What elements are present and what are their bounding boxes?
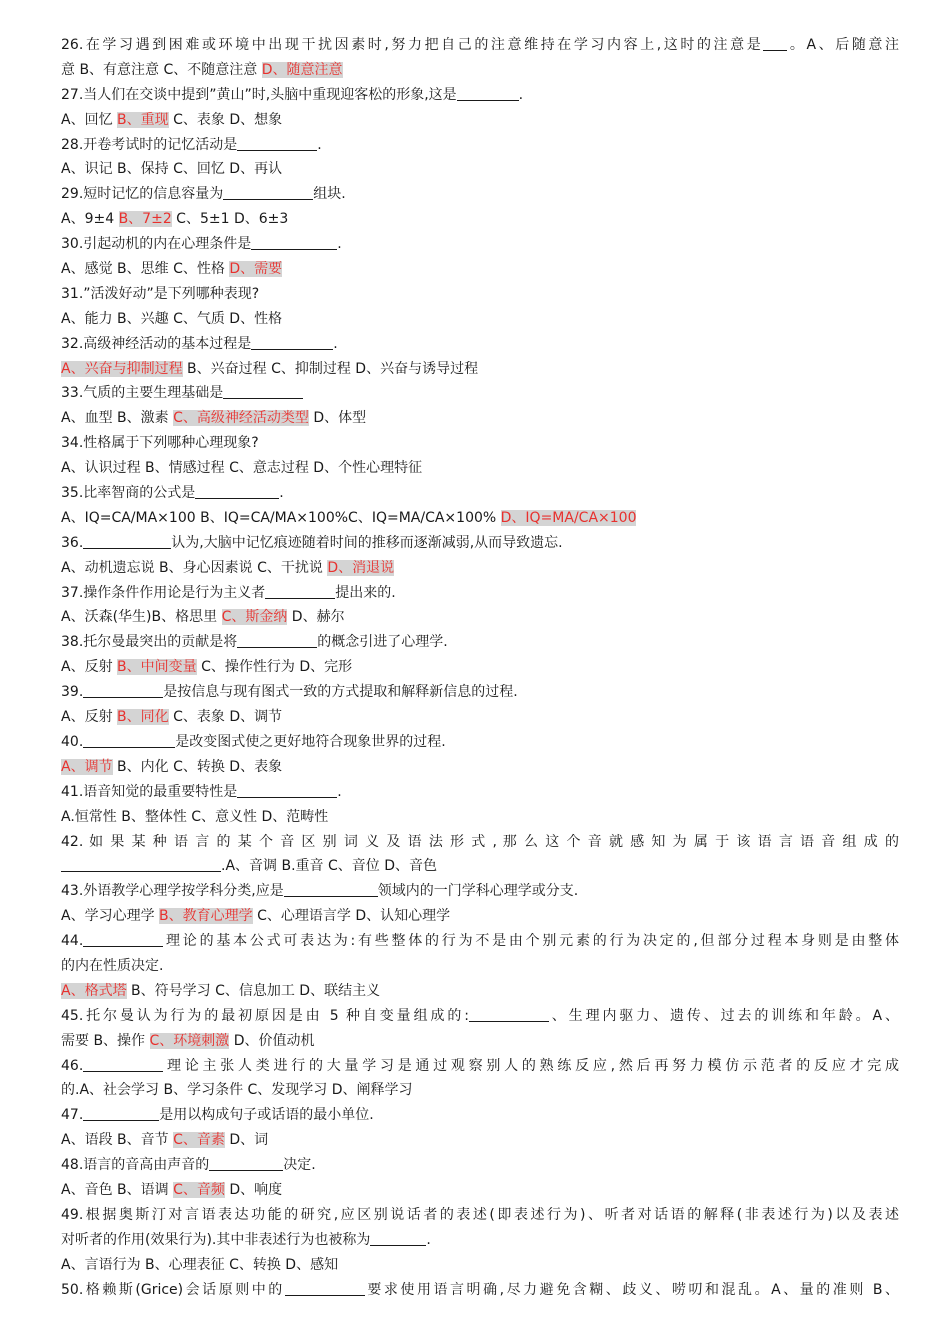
- fill-in-blank: [237, 631, 317, 648]
- line-text: A、感觉 B、思维 C、性格: [61, 261, 230, 278]
- text-line: [61, 655, 899, 680]
- text-line: [61, 406, 899, 431]
- line-text: 提出来的.: [335, 584, 396, 601]
- highlighted-answer: A、兴奋与抑制过程: [61, 360, 183, 377]
- text-line: [61, 705, 899, 730]
- text-line: [61, 282, 899, 307]
- text-line: [61, 630, 899, 655]
- line-text: A、言语行为 B、心理表征 C、转换 D、感知: [61, 1256, 339, 1273]
- line-text: 42. 如 果 某 种 语 言 的 某 个 音 区 别 词 义 及 语 法 形 式 , 那 么 这 个 音 就 感 知 为 属 于 该 语 言 语 音 组 成 的: [61, 833, 899, 850]
- line-text: 40.: [61, 733, 84, 750]
- highlighted-answer: C、音素: [173, 1132, 225, 1149]
- text-line: [61, 755, 899, 780]
- text-line: [61, 780, 899, 805]
- line-text: 组块.: [313, 186, 346, 203]
- text-line: [61, 133, 899, 158]
- text-line: [61, 1103, 899, 1128]
- line-text: 认为,大脑中记忆痕迹随着时间的推移而逐渐减弱,从而导致遗忘.: [171, 534, 563, 551]
- text-line: [61, 157, 899, 182]
- text-line: [61, 83, 899, 108]
- fill-in-blank: [265, 582, 335, 599]
- text-line: [61, 1029, 899, 1054]
- highlighted-answer: A、调节: [61, 758, 113, 775]
- highlighted-answer: B、7±2: [118, 211, 172, 228]
- line-text: .: [426, 1231, 431, 1248]
- line-text: D、体型: [308, 410, 367, 427]
- line-text: 50.格赖斯(Grice)会话原则中的: [61, 1281, 285, 1298]
- fill-in-blank: [457, 84, 519, 101]
- fill-in-blank: [251, 333, 333, 350]
- text-line: [61, 1228, 899, 1253]
- line-text: 理论主张人类进行的大量学习是通过观察别人的熟练反应,然后再努力模仿示范者的反应才完成: [163, 1057, 899, 1074]
- text-line: [61, 307, 899, 332]
- text-line: [61, 1278, 899, 1303]
- line-text: 33.气质的主要生理基础是: [61, 385, 224, 402]
- fill-in-blank: [284, 880, 378, 897]
- line-text: 30.引起动机的内在心理条件是: [61, 236, 252, 253]
- line-text: 46.: [61, 1057, 84, 1074]
- line-text: 是用以构成句子或话语的最小单位.: [159, 1107, 374, 1124]
- highlighted-answer: C、环境刺激: [149, 1032, 230, 1049]
- line-text: 领域内的一门学科心理学或分支.: [377, 883, 579, 900]
- text-line: [61, 1054, 899, 1079]
- line-text: B、内化 C、转换 D、表象: [112, 758, 283, 775]
- text-line: [61, 730, 899, 755]
- line-text: A、血型 B、激素: [61, 410, 174, 427]
- text-line: [61, 979, 899, 1004]
- line-text: 49.根据奥斯汀对言语表达功能的研究,应区别说话者的表述(即表述行为)、听者对话语的解释(非表述行为)以及表述: [61, 1206, 899, 1223]
- line-text: A、动机遗忘说 B、身心因素说 C、干扰说: [61, 559, 328, 576]
- text-line: [61, 954, 899, 979]
- line-text: 需要 B、操作: [61, 1032, 150, 1049]
- line-text: 38.托尔曼最突出的贡献是将: [61, 634, 238, 651]
- line-text: 41.语音知觉的最重要特性是: [61, 783, 238, 800]
- line-text: .: [337, 236, 342, 253]
- highlighted-answer: B、教育心理学: [159, 908, 253, 925]
- highlighted-answer: C、音频: [173, 1181, 225, 1198]
- line-text: 的内在性质决定.: [61, 957, 164, 974]
- line-text: 39.: [61, 684, 84, 701]
- text-line: [61, 33, 899, 58]
- line-text: D、响度: [224, 1181, 283, 1198]
- line-text: .: [279, 485, 284, 502]
- line-text: 32.高级神经活动的基本过程是: [61, 335, 252, 352]
- line-text: A、语段 B、音节: [61, 1132, 174, 1149]
- line-text: .: [317, 136, 322, 153]
- line-text: 。A、后随意注: [787, 37, 899, 53]
- line-text: A.恒常性 B、整体性 C、意义性 D、范畴性: [61, 808, 329, 825]
- line-text: D、词: [224, 1132, 269, 1149]
- text-line: [61, 108, 899, 133]
- text-line: [61, 1253, 899, 1278]
- text-line: [61, 232, 899, 257]
- line-text: C、表象 D、想象: [168, 111, 283, 128]
- line-text: A、认识过程 B、情感过程 C、意志过程 D、个性心理特征: [61, 460, 423, 477]
- line-text: 是按信息与现有图式一致的方式提取和解释新信息的过程.: [163, 684, 518, 701]
- line-text: 的.A、社会学习 B、学习条件 C、发现学习 D、阐释学习: [61, 1082, 413, 1099]
- highlighted-answer: D、消退说: [327, 559, 395, 576]
- text-line: [61, 257, 899, 282]
- text-line: [61, 1178, 899, 1203]
- line-text: A、IQ=CA/MA×100 B、IQ=CA/MA×100%C、IQ=MA/CA×100%: [61, 509, 501, 526]
- line-text: A、回忆: [61, 111, 118, 128]
- line-text: 、生理内驱力、遗传、过去的训练和年龄。A、: [548, 1007, 899, 1024]
- text-line: [61, 1004, 899, 1029]
- line-text: 31.”活泼好动”是下列哪种表现?: [61, 285, 260, 302]
- fill-in-blank: [83, 930, 163, 947]
- fill-in-blank: [195, 482, 279, 499]
- text-line: [61, 1078, 899, 1103]
- text-line: [61, 357, 899, 382]
- line-text: A、9±4: [61, 211, 119, 228]
- line-text: A、学习心理学: [61, 908, 160, 925]
- line-text: 43.外语教学心理学按学科分类,应是: [61, 883, 284, 900]
- fill-in-blank: [83, 532, 171, 549]
- line-text: C、5±1 D、6±3: [171, 211, 289, 228]
- text-line: [61, 506, 899, 531]
- line-text: A、识记 B、保持 C、回忆 D、再认: [61, 161, 283, 178]
- line-text: .A、音调 B.重音 C、音位 D、音色: [221, 858, 437, 875]
- highlighted-answer: D、需要: [229, 261, 283, 278]
- fill-in-blank: [370, 1229, 426, 1246]
- line-text: 27.当人们在交谈中提到”黄山”时,头脑中重现迎客松的形象,这是: [61, 86, 457, 103]
- fill-in-blank: [285, 1279, 365, 1296]
- text-line: [61, 58, 899, 83]
- text-line: [61, 830, 899, 855]
- text-line: [61, 481, 899, 506]
- line-text: 37.操作条件作用论是行为主义者: [61, 584, 266, 601]
- fill-in-blank: [251, 233, 337, 250]
- fill-in-blank: [209, 1154, 283, 1171]
- highlighted-answer: C、高级神经活动类型: [173, 410, 309, 427]
- line-text: A、反射: [61, 659, 118, 676]
- text-line: [61, 1203, 899, 1228]
- text-line: [61, 581, 899, 606]
- text-line: [61, 207, 899, 232]
- highlighted-answer: A、格式塔: [61, 982, 127, 999]
- line-text: .: [333, 335, 338, 352]
- text-line: [61, 1128, 899, 1153]
- line-text: B、符号学习 C、信息加工 D、联结主义: [126, 982, 381, 999]
- text-line: [61, 854, 899, 879]
- line-text: 理论的基本公式可表达为:有些整体的行为不是由个别元素的行为决定的,但部分过程本身则是由整体: [163, 933, 899, 950]
- highlighted-answer: B、中间变量: [117, 659, 197, 676]
- text-line: [61, 556, 899, 581]
- line-text: B、兴奋过程 C、抑制过程 D、兴奋与诱导过程: [182, 360, 479, 377]
- fill-in-blank: [83, 1055, 163, 1072]
- line-text: 意 B、有意注意 C、不随意注意: [61, 61, 262, 78]
- document-body: [61, 33, 899, 1302]
- line-text: 决定.: [283, 1157, 316, 1174]
- fill-in-blank: [83, 1104, 159, 1121]
- fill-in-blank: [83, 731, 175, 748]
- line-text: 48.语言的音高由声音的: [61, 1157, 210, 1174]
- fill-in-blank: [469, 1005, 549, 1022]
- text-line: [61, 929, 899, 954]
- line-text: D、赫尔: [287, 609, 345, 626]
- line-text: 29.短时记忆的信息容量为: [61, 186, 224, 203]
- highlighted-answer: B、重现: [117, 111, 169, 128]
- line-text: A、反射: [61, 709, 118, 726]
- text-line: [61, 680, 899, 705]
- text-line: [61, 805, 899, 830]
- line-text: 对听者的作用(效果行为).其中非表述行为也被称为: [61, 1231, 371, 1248]
- line-text: .: [518, 86, 524, 103]
- text-line: [61, 904, 899, 929]
- highlighted-answer: C、斯金纳: [221, 609, 288, 626]
- line-text: 要求使用语言明确,尽力避免含糊、歧义、唠叨和混乱。A、量的准则 B、: [364, 1281, 899, 1298]
- line-text: C、心理语言学 D、认知心理学: [252, 908, 451, 925]
- line-text: 35.比率智商的公式是: [61, 485, 196, 502]
- line-text: 44.: [61, 933, 84, 950]
- text-line: [61, 182, 899, 207]
- line-text: A、能力 B、兴趣 C、气质 D、性格: [61, 310, 283, 327]
- highlighted-answer: B、同化: [117, 709, 169, 726]
- text-line: [61, 431, 899, 456]
- line-text: A、音色 B、语调: [61, 1181, 174, 1198]
- line-text: 28.开卷考试时的记忆活动是: [61, 136, 238, 153]
- line-text: 的概念引进了心理学.: [317, 634, 448, 651]
- line-text: A、沃森(华生)B、格思里: [61, 609, 222, 626]
- line-text: C、操作性行为 D、完形: [196, 659, 353, 676]
- highlighted-answer: D、IQ=MA/CA×100: [500, 509, 637, 526]
- fill-in-blank: [763, 34, 787, 51]
- text-line: [61, 531, 899, 556]
- line-text: 26.在学习遇到困难或环境中出现干扰因素时,努力把自己的注意维持在学习内容上,这时的注意是: [61, 37, 764, 53]
- text-line: [61, 879, 899, 904]
- line-text: 47.: [61, 1107, 84, 1124]
- text-line: [61, 605, 899, 630]
- line-text: C、表象 D、调节: [168, 709, 283, 726]
- line-text: D、价值动机: [229, 1032, 315, 1049]
- fill-in-blank: [223, 183, 313, 200]
- line-text: 是改变图式使之更好地符合现象世界的过程.: [175, 733, 446, 750]
- line-text: 36.: [61, 534, 84, 551]
- text-line: [61, 1153, 899, 1178]
- fill-in-blank: [237, 781, 337, 798]
- text-line: [61, 456, 899, 481]
- line-text: 45.托尔曼认为行为的最初原因是由 5 种自变量组成的:: [61, 1007, 469, 1024]
- line-text: .: [337, 783, 342, 800]
- fill-in-blank: [223, 382, 303, 399]
- fill-in-blank: [237, 134, 317, 151]
- fill-in-blank: [61, 855, 221, 872]
- line-text: 34.性格属于下列哪种心理现象?: [61, 435, 259, 452]
- text-line: [61, 332, 899, 357]
- text-line: [61, 381, 899, 406]
- highlighted-answer: D、随意注意: [261, 61, 343, 78]
- fill-in-blank: [83, 681, 163, 698]
